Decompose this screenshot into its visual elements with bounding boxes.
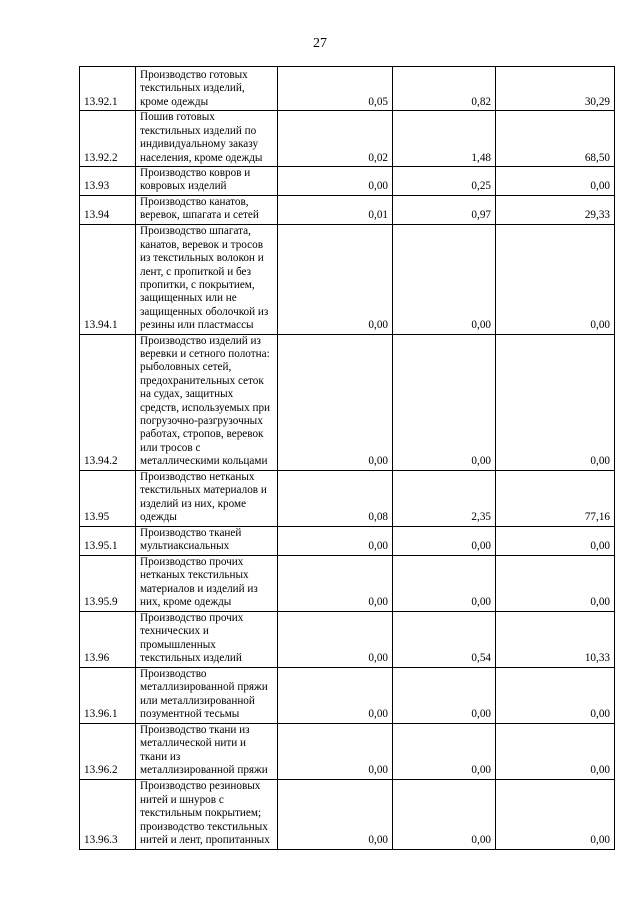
row-name: Производство изделий из веревки и сетного полотна: рыболовных сетей, предохранительных сеток на судах, защитных средств, используемых при погрузочно-разгрузочных работах, стропов, веревок или тросов с металлическими кольцами [136,334,278,470]
table-row [80,779,615,849]
row-value-1: 0,01 [278,195,393,224]
row-value-2: 0,00 [393,723,496,779]
row-value-3: 0,00 [496,779,615,849]
table-row [80,723,615,779]
row-name: Производство ткани из металлической нити и ткани из металлизированной пряжи [136,723,278,779]
row-name: Производство канатов, веревок, шпагата и сетей [136,195,278,224]
row-value-1: 0,00 [278,526,393,555]
row-name: Производство тканей мультиаксиальных [136,526,278,555]
row-value-1: 0,02 [278,111,393,167]
table-row [80,526,615,555]
row-value-2: 0,97 [393,195,496,224]
row-name: Производство прочих технических и промышленных текстильных изделий [136,611,278,667]
row-value-2: 0,82 [393,67,496,111]
row-value-1: 0,00 [278,611,393,667]
table-row [80,67,615,111]
table-row [80,111,615,167]
row-value-2: 0,00 [393,224,496,334]
row-value-3: 0,00 [496,667,615,723]
row-value-3: 0,00 [496,526,615,555]
row-value-3: 30,29 [496,67,615,111]
row-value-1: 0,00 [278,555,393,611]
row-code: 13.94.2 [80,334,136,470]
row-value-2: 2,35 [393,470,496,526]
row-value-2: 0,00 [393,779,496,849]
row-value-2: 0,00 [393,526,496,555]
row-name: Производство резиновых нитей и шнуров с текстильным покрытием; производство текстильных нитей и лент, пропитанных [136,779,278,849]
row-value-1: 0,00 [278,167,393,196]
row-value-1: 0,08 [278,470,393,526]
row-value-3: 0,00 [496,224,615,334]
row-value-2: 0,00 [393,334,496,470]
row-value-1: 0,00 [278,224,393,334]
row-code: 13.93 [80,167,136,196]
row-value-1: 0,00 [278,334,393,470]
row-name: Производство прочих нетканых текстильных материалов и изделий из них, кроме одежды [136,555,278,611]
row-value-3: 0,00 [496,167,615,196]
table-row [80,667,615,723]
row-value-2: 0,00 [393,555,496,611]
row-name: Производство шпагата, канатов, веревок и тросов из текстильных волокон и лент, с пропиткой и без пропитки, с покрытием, защищенных или не защищенных оболочкой из резины или пластмассы [136,224,278,334]
table-row [80,224,615,334]
row-code: 13.96 [80,611,136,667]
row-code: 13.95 [80,470,136,526]
row-value-1: 0,00 [278,779,393,849]
table-row [80,470,615,526]
row-value-3: 10,33 [496,611,615,667]
row-code: 13.94 [80,195,136,224]
row-name: Пошив готовых текстильных изделий по индивидуальному заказу населения, кроме одежды [136,111,278,167]
table-row [80,195,615,224]
row-value-3: 77,16 [496,470,615,526]
table-row [80,555,615,611]
row-code: 13.96.2 [80,723,136,779]
row-value-1: 0,00 [278,667,393,723]
row-value-2: 0,54 [393,611,496,667]
row-code: 13.96.3 [80,779,136,849]
row-name: Производство готовых текстильных изделий, кроме одежды [136,67,278,111]
row-code: 13.96.1 [80,667,136,723]
row-value-3: 0,00 [496,334,615,470]
row-value-1: 0,00 [278,723,393,779]
row-code: 13.95.1 [80,526,136,555]
row-name: Производство нетканых текстильных материалов и изделий из них, кроме одежды [136,470,278,526]
row-value-2: 0,25 [393,167,496,196]
row-code: 13.94.1 [80,224,136,334]
data-table [79,66,615,850]
table-row [80,611,615,667]
row-name: Производство ковров и ковровых изделий [136,167,278,196]
table-row [80,167,615,196]
row-value-2: 0,00 [393,667,496,723]
table-row [80,334,615,470]
row-value-3: 0,00 [496,723,615,779]
row-value-3: 29,33 [496,195,615,224]
row-value-3: 68,50 [496,111,615,167]
row-value-1: 0,05 [278,67,393,111]
row-code: 13.92.1 [80,67,136,111]
row-name: Производство металлизированной пряжи или металлизированной позументной тесьмы [136,667,278,723]
row-value-3: 0,00 [496,555,615,611]
row-code: 13.95.9 [80,555,136,611]
page-number: 27 [313,36,327,51]
row-value-2: 1,48 [393,111,496,167]
row-code: 13.92.2 [80,111,136,167]
